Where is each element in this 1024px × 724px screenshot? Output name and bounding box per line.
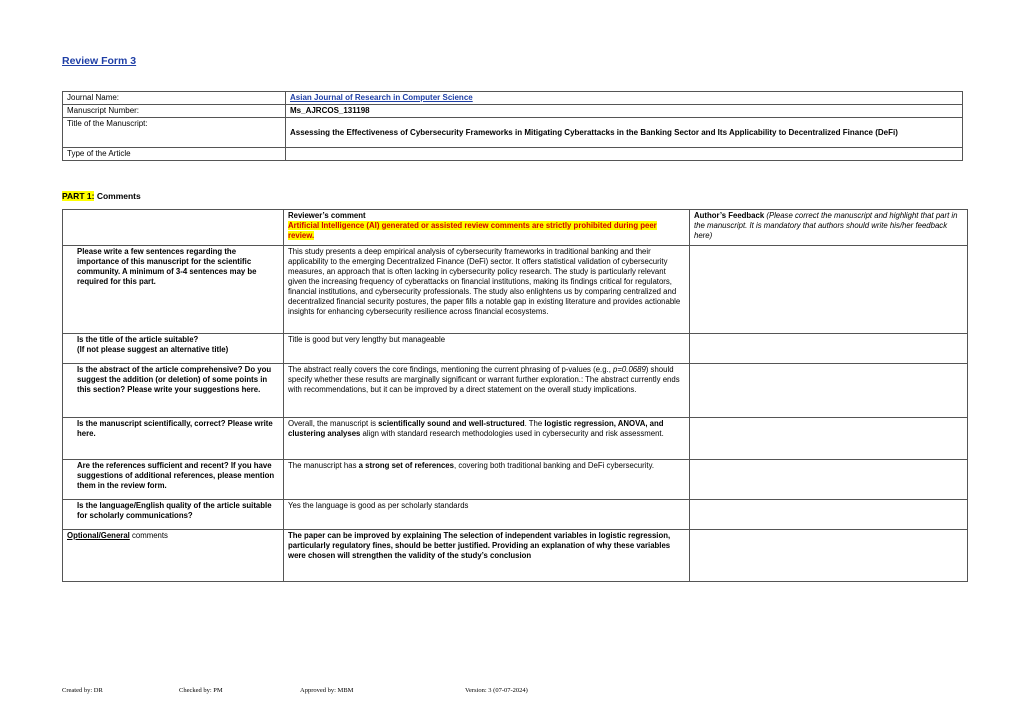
- article-type-row: [63, 148, 963, 161]
- footer-version: Version: 3 (07-07-2024): [465, 687, 528, 694]
- language-comment: Yes the language is good as per scholarly standards: [284, 500, 690, 530]
- scientific-text-3: . The: [524, 419, 545, 428]
- manuscript-title-value: Assessing the Effectiveness of Cybersecurity Frameworks in Mitigating Cyberattacks in the Banking Sector and Its Applicability to Decentralized Finance (DeFi): [286, 118, 963, 148]
- p-value: p=0.0689: [613, 365, 646, 374]
- title-row: [63, 334, 968, 364]
- part-title: Comments: [96, 191, 141, 201]
- abstract-comment-part-1: The abstract really covers the core findings, mentioning the current phrasing of p-values (e.g.,: [288, 365, 611, 374]
- scientific-text-4: logistic regression, ANOVA, and clustering analyses: [288, 419, 664, 438]
- importance-comment: This study presents a deep empirical analysis of cybersecurity frameworks in traditional banking and their applicability to the emerging Decentralized Finance (DeFi) sector. It offers statistical validation of cybersecurity measures, an approach that is often lacking in cybersecurity policy research. The study is particularly relevant given the increasing frequency of cyberattacks on financial institutions, making its findings critical for regulators, financial institutions, and cybersecurity professionals. The study also enlightens us by comparing centralized and decentralized financial security postures, the paper fills a notable gap in existing literature and provides actionable insights for enhancing cybersecurity resilience across financial ecosystems.: [284, 246, 690, 334]
- footer-checked: Checked by: PM: [179, 687, 223, 694]
- manuscript-info-table: [62, 91, 963, 161]
- part-heading: [62, 191, 141, 201]
- title-question-line-2: (If not please suggest an alternative title): [77, 345, 229, 354]
- scientific-text-5: align with standard research methodologies used in cybersecurity and risk assessment.: [360, 429, 664, 438]
- abstract-author-feedback[interactable]: [690, 364, 968, 418]
- title-comment: Title is good but very lengthy but manageable: [284, 334, 690, 364]
- header-row: [63, 210, 968, 246]
- general-label-underlined: Optional/General: [67, 531, 130, 540]
- scientific-question: Is the manuscript scientifically, correct? Please write here.: [63, 418, 284, 460]
- title-question-line-1: Is the title of the article suitable?: [77, 335, 199, 344]
- manuscript-number-value: Ms_AJRCOS_131198: [286, 105, 963, 118]
- manuscript-title-label: Title of the Manuscript:: [63, 118, 286, 148]
- references-question: Are the references sufficient and recent? If you have suggestions of additional references, please mention them in the review form.: [63, 460, 284, 500]
- manuscript-number-row: [63, 105, 963, 118]
- author-feedback-note: (Please correct the manuscript and highlight that part in the manuscript. It is mandatory that authors should write his/her feedback here): [694, 211, 958, 240]
- part-label: PART 1:: [62, 191, 95, 201]
- abstract-question: Is the abstract of the article comprehensive? Do you suggest the addition (or deletion) of some points in this section? Please write your suggestions here.: [63, 364, 284, 418]
- footer-created: Created by: DR: [62, 687, 103, 694]
- article-type-label: Type of the Article: [63, 148, 286, 161]
- general-row: [63, 530, 968, 582]
- references-row: [63, 460, 968, 500]
- general-label-rest: comments: [129, 531, 168, 540]
- scientific-text-1: Overall, the manuscript is: [288, 419, 379, 428]
- general-label: [63, 530, 284, 582]
- language-question: Is the language/English quality of the article suitable for scholarly communications?: [63, 500, 284, 530]
- reviewer-comment-title: Reviewer’s comment: [288, 211, 366, 220]
- abstract-row: [63, 364, 968, 418]
- article-type-value: [286, 148, 963, 161]
- manuscript-number-label: Manuscript Number:: [63, 105, 286, 118]
- references-comment: [284, 460, 690, 500]
- title-question: [63, 334, 284, 364]
- journal-label: Journal Name:: [63, 92, 286, 105]
- general-comment: The paper can be improved by explaining The selection of independent variables in logistic regression, particularly regulatory fines, should be better justified. Providing an explanation of why these variables were chosen will strengthen the validity of the study’s conclusion: [284, 530, 690, 582]
- references-text-2: a strong set of references: [358, 461, 454, 470]
- scientific-row: [63, 418, 968, 460]
- language-author-feedback[interactable]: [690, 500, 968, 530]
- journal-link[interactable]: Asian Journal of Research in Computer Science: [290, 93, 473, 102]
- title-author-feedback[interactable]: [690, 334, 968, 364]
- journal-row: [63, 92, 963, 105]
- header-empty-cell: [63, 210, 284, 246]
- importance-author-feedback[interactable]: [690, 246, 968, 334]
- importance-row: [63, 246, 968, 334]
- scientific-comment: [284, 418, 690, 460]
- form-title: Review Form 3: [62, 55, 137, 67]
- general-author-feedback[interactable]: [690, 530, 968, 582]
- abstract-comment-part-2: ) should specify whether these results are marginally significant or warrant further exploration.: The abstract currently ends with recommendations, but it can be improved by a direct statement on the overall study implications.: [288, 365, 680, 394]
- language-row: [63, 500, 968, 530]
- manuscript-title-row: [63, 118, 963, 148]
- comments-table: [62, 209, 968, 582]
- references-text-3: , covering both traditional banking and DeFi cybersecurity.: [453, 461, 655, 470]
- reviewer-header-cell: [284, 210, 690, 246]
- ai-warning: Artificial Intelligence (AI) generated or assisted review comments are strictly prohibited during peer review.: [288, 221, 657, 240]
- references-text-1: The manuscript has: [288, 461, 359, 470]
- scientific-author-feedback[interactable]: [690, 418, 968, 460]
- author-feedback-title: Author’s Feedback: [694, 211, 765, 220]
- footer-approved: Approved by: MBM: [300, 687, 354, 694]
- references-author-feedback[interactable]: [690, 460, 968, 500]
- scientific-text-2: scientifically sound and well-structured: [378, 419, 525, 428]
- author-header-cell: [690, 210, 968, 246]
- abstract-comment: [284, 364, 690, 418]
- importance-question: Please write a few sentences regarding the importance of this manuscript for the scientific community. A minimum of 3-4 sentences may be required for this part.: [63, 246, 284, 334]
